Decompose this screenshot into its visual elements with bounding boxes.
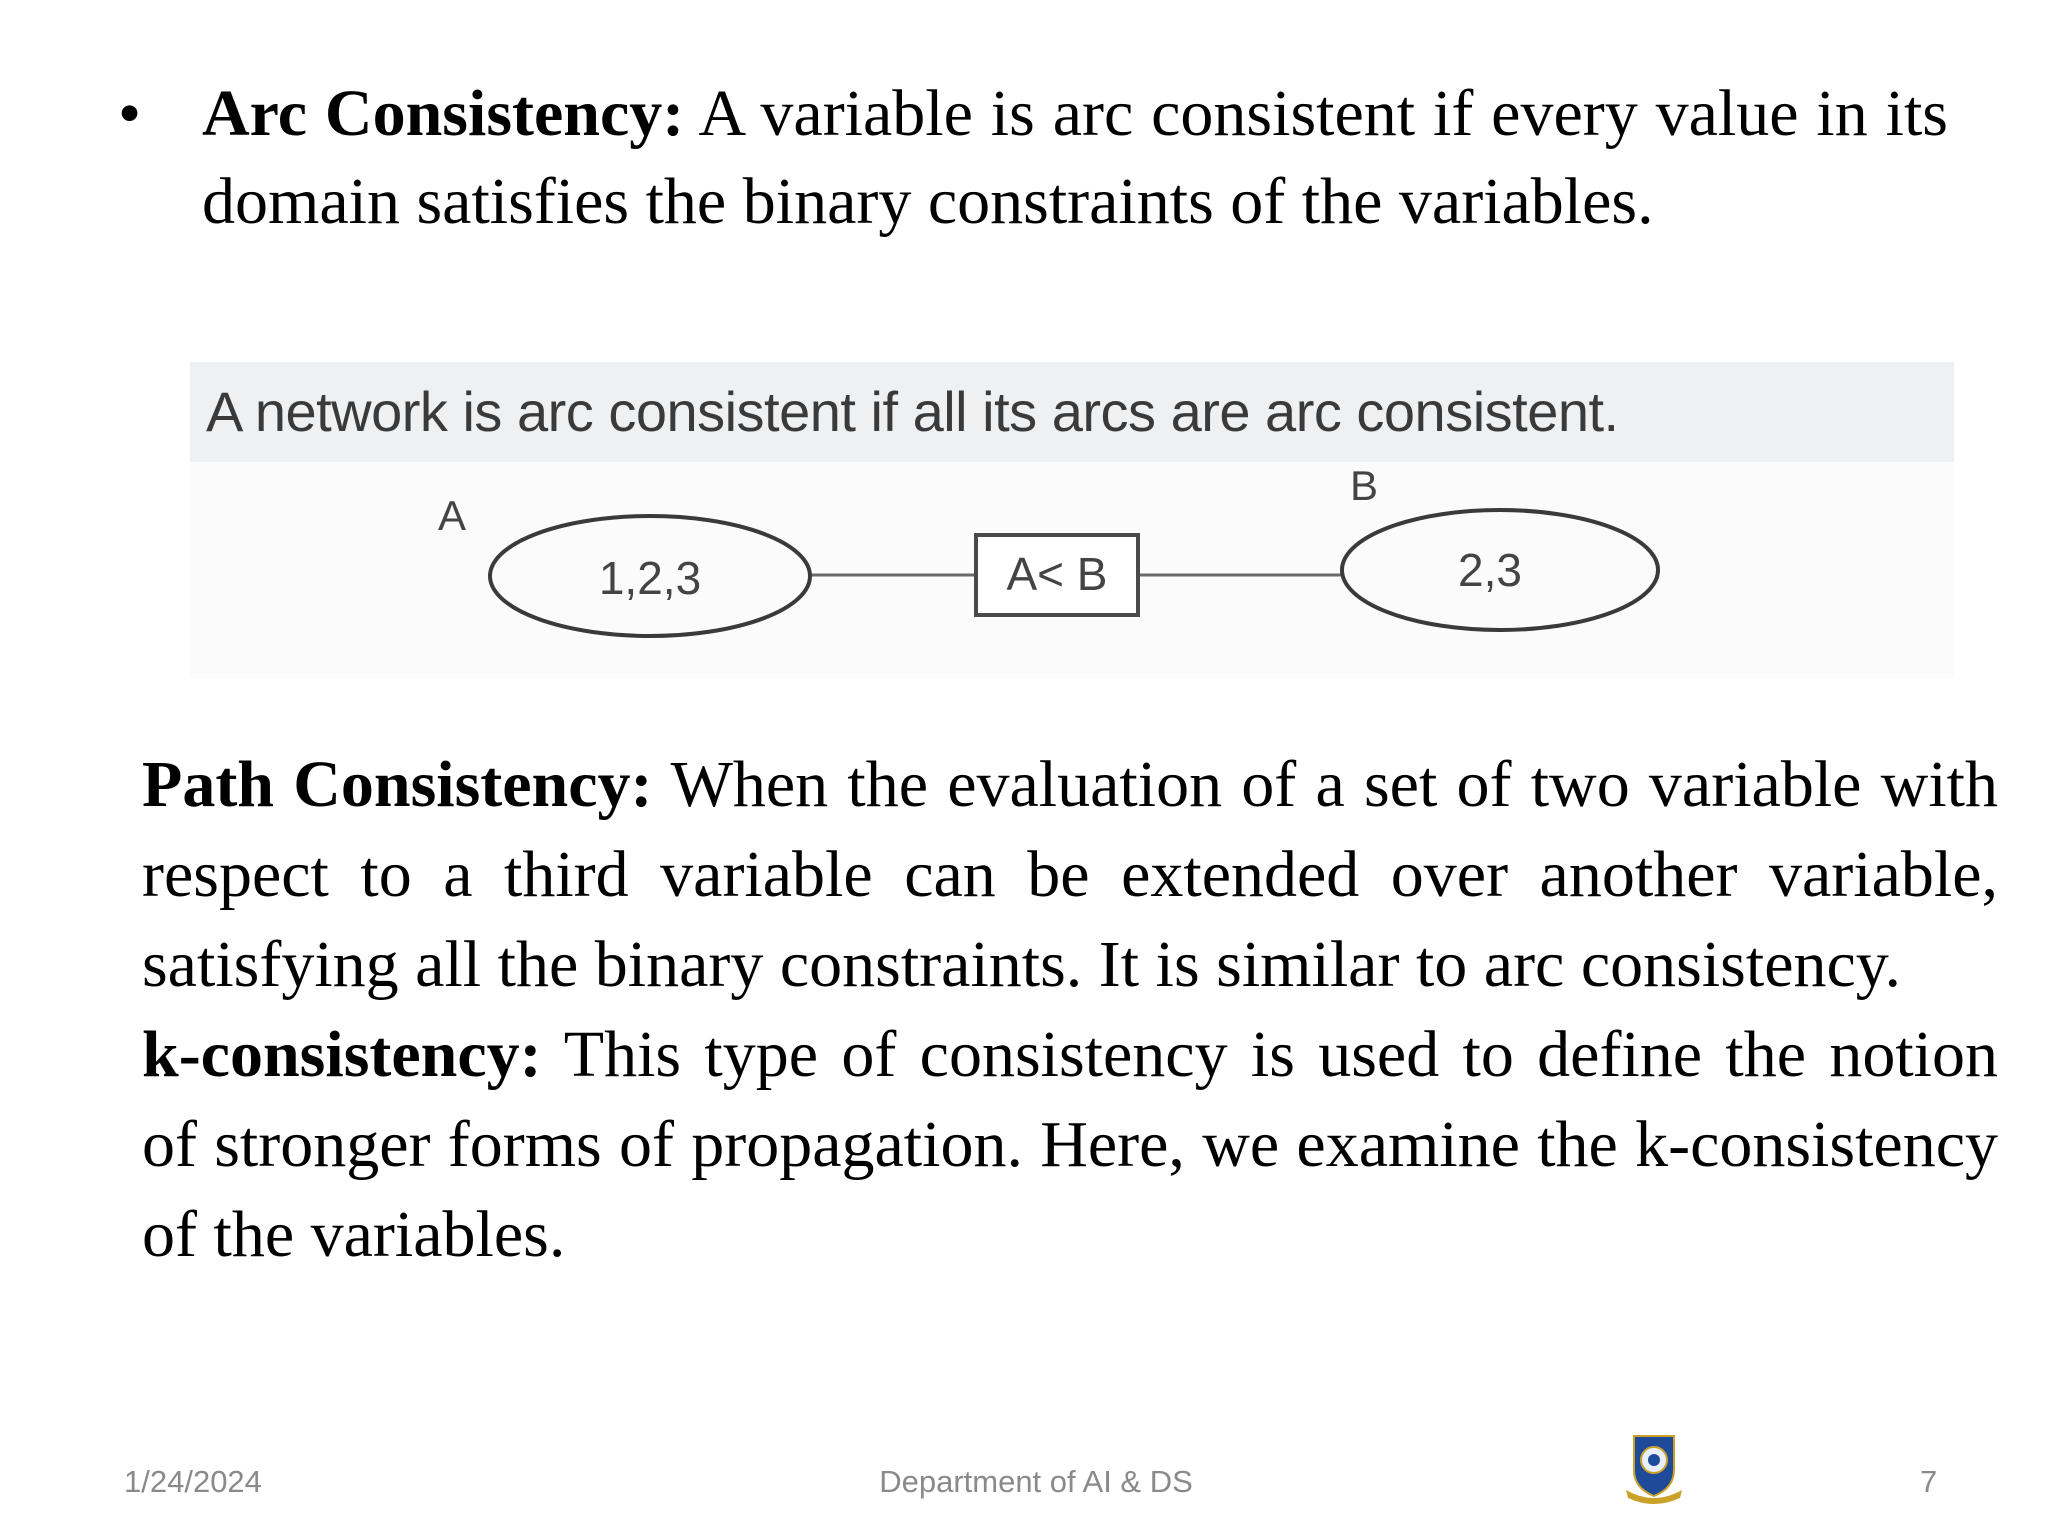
path-consistency-term: Path Consistency: xyxy=(142,748,653,821)
k-consistency-term: k-consistency: xyxy=(142,1018,542,1091)
footer-department: Department of AI & DS xyxy=(879,1464,1193,1499)
arc-consistency-figure xyxy=(190,362,1954,678)
institution-logo-icon xyxy=(1622,1432,1686,1506)
node-b-domain: 2,3 xyxy=(1458,544,1522,596)
k-consistency-definition: This type of consistency is used to define the notion of stronger forms of propagation. Here, we examine the k-consistency of the variables. xyxy=(142,1018,1998,1271)
figure-caption: A network is arc consistent if all its arcs are arc consistent. xyxy=(190,362,1954,462)
bullet-marker: • xyxy=(118,77,142,150)
footer-date: 1/24/2024 xyxy=(124,1464,262,1499)
node-a-domain: 1,2,3 xyxy=(598,552,702,604)
arc-consistency-term: Arc Consistency: xyxy=(202,77,685,150)
constraint-label: A< B xyxy=(1006,548,1108,600)
k-consistency-paragraph xyxy=(142,1010,1998,1280)
path-consistency-definition: When the evaluation of a set of two variable with respect to a third variable can be extended over another variable, satisfying all the binary constraints. It is similar to arc consistency. xyxy=(142,748,1999,1001)
constraint-network-diagram xyxy=(190,362,1954,678)
footer-page-number: 7 xyxy=(1920,1464,1938,1499)
node-b-label: B xyxy=(1350,462,1379,509)
arc-consistency-definition: A variable is arc consistent if every value in its domain satisfies the binary constraints of the variables. xyxy=(202,77,1948,238)
node-a-label: A xyxy=(438,492,467,539)
path-consistency-paragraph xyxy=(142,740,1998,1010)
consistency-definitions xyxy=(142,740,1998,1280)
arc-consistency-paragraph xyxy=(202,70,1948,246)
